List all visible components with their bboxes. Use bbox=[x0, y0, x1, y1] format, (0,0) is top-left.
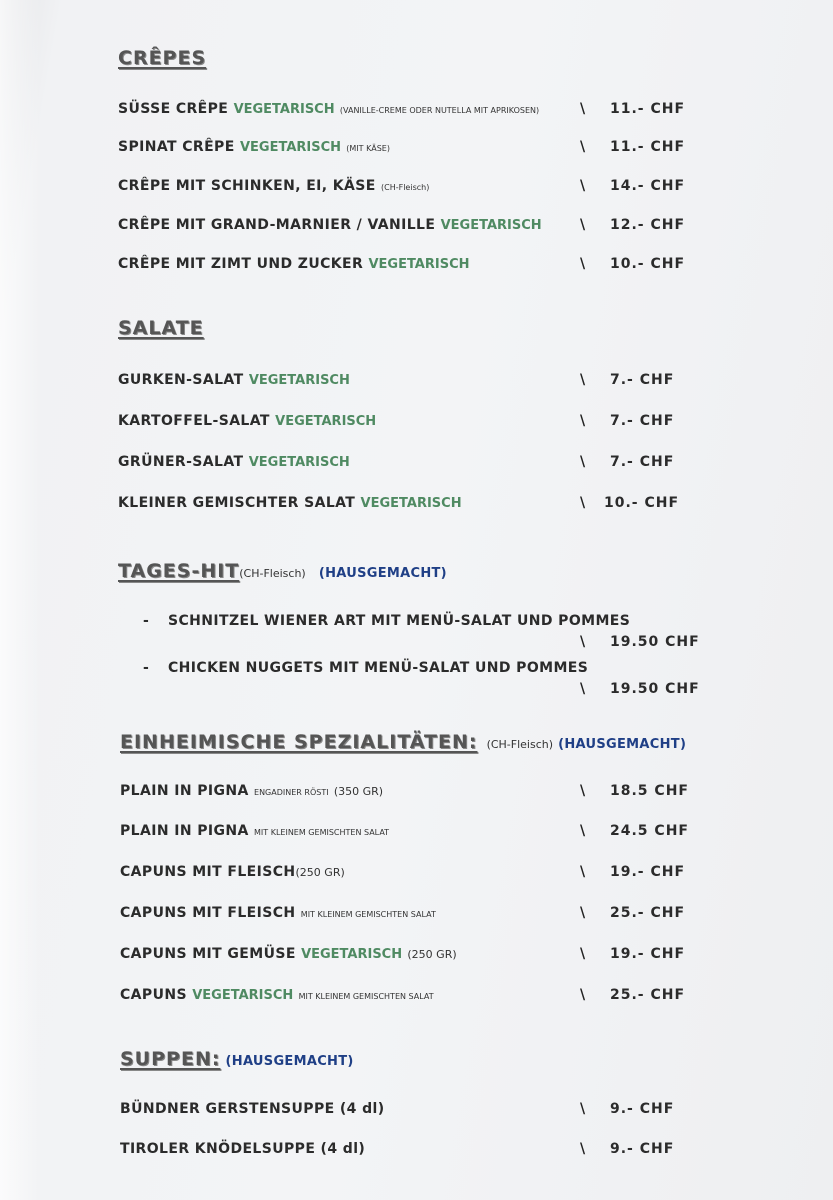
price-separator: \ bbox=[580, 905, 586, 921]
menu-item bbox=[118, 256, 470, 272]
item-price: 18.5 CHF bbox=[610, 783, 689, 799]
item-name: KARTOFFEL-SALAT bbox=[118, 413, 270, 429]
menu-item bbox=[118, 139, 390, 155]
item-price: 7.- CHF bbox=[610, 454, 675, 470]
vegetarian-label: VEGETARISCH bbox=[248, 455, 350, 470]
menu-item bbox=[118, 217, 542, 233]
section-title-suppen: SUPPEN: bbox=[120, 1048, 221, 1070]
price-separator: \ bbox=[580, 946, 586, 962]
vegetarian-label: VEGETARISCH bbox=[368, 257, 470, 272]
vegetarian-label: VEGETARISCH bbox=[440, 218, 542, 233]
price-separator: \ bbox=[580, 634, 586, 650]
vegetarian-label: VEGETARISCH bbox=[192, 988, 294, 1003]
item-name: CRÊPE MIT GRAND-MARNIER / VANILLE bbox=[118, 217, 436, 233]
item-note: ENGADINER RÖSTI bbox=[254, 788, 329, 797]
item-name: KLEINER GEMISCHTER SALAT bbox=[118, 495, 356, 511]
menu-item bbox=[120, 987, 434, 1003]
item-name: CAPUNS MIT GEMÜSE bbox=[120, 946, 296, 962]
price-separator: \ bbox=[580, 1141, 586, 1157]
price-separator: \ bbox=[580, 987, 586, 1003]
item-note: (MIT KÄSE) bbox=[346, 144, 390, 153]
item-name: SCHNITZEL WIENER ART MIT MENÜ-SALAT UND POMMES bbox=[168, 613, 631, 629]
item-price: 11.- CHF bbox=[610, 139, 686, 155]
vegetarian-label: VEGETARISCH bbox=[233, 102, 335, 117]
homemade-label: (HAUSGEMACHT) bbox=[318, 566, 447, 581]
item-price: 19.- CHF bbox=[610, 864, 686, 880]
price-separator: \ bbox=[580, 681, 586, 697]
price-separator: \ bbox=[580, 413, 586, 429]
item-price: 14.- CHF bbox=[610, 178, 686, 194]
item-name: CAPUNS MIT FLEISCH bbox=[120, 864, 296, 880]
item-name: TIROLER KNÖDELSUPPE (4 dl) bbox=[120, 1141, 366, 1157]
item-price: 24.5 CHF bbox=[610, 823, 689, 839]
item-price: 12.- CHF bbox=[610, 217, 686, 233]
item-price: 10.- CHF bbox=[610, 256, 686, 272]
item-name: PLAIN IN PIGNA bbox=[120, 783, 249, 799]
menu-item bbox=[120, 946, 457, 962]
item-note: MIT KLEINEM GEMISCHTEN SALAT bbox=[298, 992, 434, 1001]
item-price: 10.- CHF bbox=[604, 495, 680, 511]
item-name: CHICKEN NUGGETS MIT MENÜ-SALAT UND POMMES bbox=[168, 660, 589, 676]
item-name: CRÊPE MIT ZIMT UND ZUCKER bbox=[118, 256, 364, 272]
item-price: 19.50 CHF bbox=[610, 681, 700, 697]
item-name: SPINAT CRÊPE bbox=[118, 139, 235, 155]
item-note: MIT KLEINEM GEMISCHTEN SALAT bbox=[254, 828, 390, 837]
section-header-einheimische bbox=[120, 731, 686, 753]
section-title-tageshit: TAGES-HIT bbox=[118, 560, 240, 582]
item-price: 7.- CHF bbox=[610, 413, 675, 429]
item-name: GURKEN-SALAT bbox=[118, 372, 244, 388]
item-price: 9.- CHF bbox=[610, 1101, 675, 1117]
item-price: 11.- CHF bbox=[610, 101, 686, 117]
menu-item bbox=[120, 905, 436, 921]
price-separator: \ bbox=[580, 217, 586, 233]
item-price: 9.- CHF bbox=[610, 1141, 675, 1157]
bullet-dash: - bbox=[143, 613, 149, 629]
item-name: CAPUNS MIT FLEISCH bbox=[120, 905, 296, 921]
item-weight: (250 GR) bbox=[407, 948, 457, 961]
homemade-label: (HAUSGEMACHT) bbox=[225, 1054, 354, 1069]
section-title-crepes: CRÊPES bbox=[118, 47, 207, 69]
vegetarian-label: VEGETARISCH bbox=[360, 496, 462, 511]
item-name: GRÜNER-SALAT bbox=[118, 454, 244, 470]
item-price: 19.50 CHF bbox=[610, 634, 700, 650]
menu-item bbox=[120, 864, 345, 880]
vegetarian-label: VEGETARISCH bbox=[275, 414, 377, 429]
homemade-label: (HAUSGEMACHT) bbox=[558, 737, 687, 752]
item-weight: (250 GR) bbox=[295, 866, 345, 879]
menu-item bbox=[118, 454, 350, 470]
section-header-suppen bbox=[120, 1048, 354, 1070]
price-separator: \ bbox=[580, 783, 586, 799]
menu-item bbox=[120, 823, 389, 839]
menu-item bbox=[118, 413, 376, 429]
price-separator: \ bbox=[580, 864, 586, 880]
item-note: MIT KLEINEM GEMISCHTEN SALAT bbox=[300, 910, 436, 919]
item-name: CAPUNS bbox=[120, 987, 187, 1003]
section-note: (CH-Fleisch) bbox=[239, 567, 306, 580]
vegetarian-label: VEGETARISCH bbox=[301, 947, 403, 962]
item-price: 7.- CHF bbox=[610, 372, 675, 388]
price-separator: \ bbox=[580, 495, 586, 511]
item-name: BÜNDNER GERSTENSUPPE (4 dl) bbox=[120, 1101, 385, 1117]
menu-item bbox=[118, 101, 539, 117]
item-note: (CH-Fleisch) bbox=[380, 183, 430, 192]
vegetarian-label: VEGETARISCH bbox=[239, 140, 342, 155]
item-price: 19.- CHF bbox=[610, 946, 686, 962]
menu-item bbox=[118, 372, 350, 388]
price-separator: \ bbox=[580, 454, 586, 470]
price-separator: \ bbox=[580, 372, 586, 388]
vegetarian-label: VEGETARISCH bbox=[248, 373, 350, 388]
item-name: SÜSSE CRÊPE bbox=[118, 101, 229, 117]
price-separator: \ bbox=[580, 256, 586, 272]
item-weight: (350 GR) bbox=[333, 785, 384, 798]
section-title-einheimische: EINHEIMISCHE SPEZIALITÄTEN: bbox=[120, 731, 478, 753]
price-separator: \ bbox=[580, 178, 586, 194]
item-price: 25.- CHF bbox=[610, 905, 686, 921]
section-header-tageshit bbox=[118, 560, 447, 582]
glare bbox=[0, 0, 40, 1200]
section-title-salate: SALATE bbox=[118, 317, 204, 339]
price-separator: \ bbox=[580, 101, 586, 117]
bullet-dash: - bbox=[143, 660, 149, 676]
price-separator: \ bbox=[580, 139, 586, 155]
price-separator: \ bbox=[580, 1101, 586, 1117]
item-price: 25.- CHF bbox=[610, 987, 686, 1003]
item-note: (VANILLE-CREME ODER NUTELLA MIT APRIKOSEN) bbox=[339, 106, 540, 115]
price-separator: \ bbox=[580, 823, 586, 839]
section-note: (CH-Fleisch) bbox=[486, 738, 554, 751]
menu-item bbox=[120, 783, 383, 799]
item-name: PLAIN IN PIGNA bbox=[120, 823, 249, 839]
item-name: CRÊPE MIT SCHINKEN, EI, KÄSE bbox=[118, 178, 376, 194]
menu-item bbox=[118, 178, 429, 194]
menu-item bbox=[118, 495, 462, 511]
